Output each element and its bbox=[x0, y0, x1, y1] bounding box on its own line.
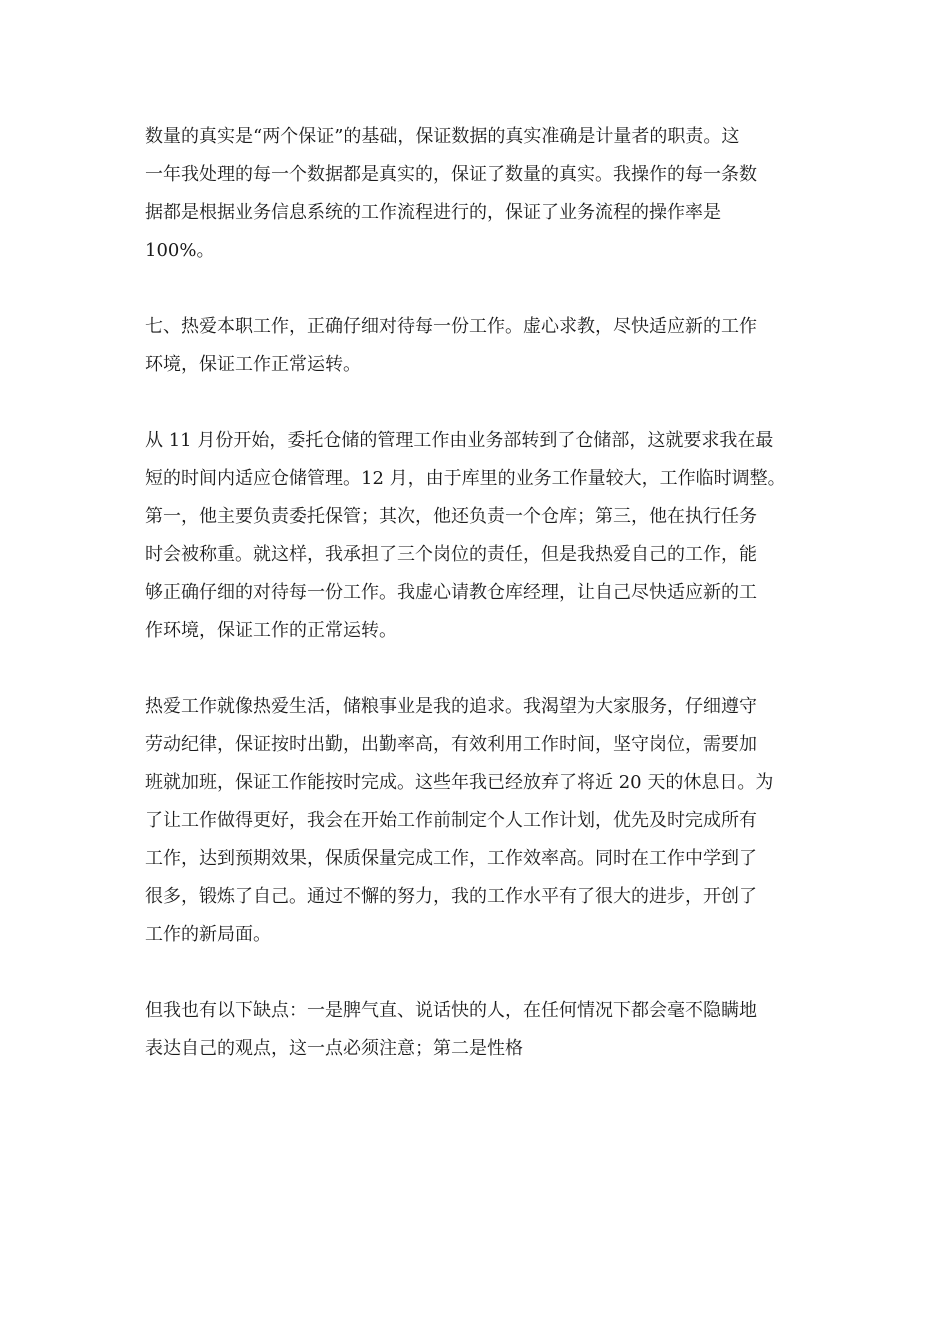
paragraph-spacer bbox=[145, 650, 810, 688]
paragraph-section-seven-heading bbox=[145, 308, 810, 384]
text-line: 短的时间内适应仓储管理。12 月，由于库里的业务工作量较大，工作临时调整。 bbox=[145, 468, 786, 489]
text-line: 够正确仔细的对待每一份工作。我虚心请教仓库经理，让自己尽快适应新的工 bbox=[145, 582, 757, 603]
text-line: 劳动纪律，保证按时出勤，出勤率高，有效利用工作时间，坚守岗位，需要加 bbox=[145, 734, 757, 755]
paragraph-shortcomings bbox=[145, 992, 810, 1068]
text-line: 七、热爱本职工作，正确仔细对待每一份工作。虚心求教，尽快适应新的工作 bbox=[145, 316, 757, 337]
text-line: 工作的新局面。 bbox=[145, 924, 271, 945]
text-line: 作环境，保证工作的正常运转。 bbox=[145, 620, 397, 641]
text-line: 表达自己的观点，这一点必须注意；第二是性格 bbox=[145, 1038, 523, 1059]
text-line: 数量的真实是“两个保证”的基础，保证数据的真实准确是计量者的职责。这 bbox=[145, 126, 740, 147]
paragraph-spacer bbox=[145, 954, 810, 992]
text-line: 一年我处理的每一个数据都是真实的，保证了数量的真实。我操作的每一条数 bbox=[145, 164, 757, 185]
text-line: 了让工作做得更好，我会在开始工作前制定个人工作计划，优先及时完成所有 bbox=[145, 810, 757, 831]
paragraph-data-accuracy bbox=[145, 118, 810, 270]
paragraph-warehouse-management bbox=[145, 422, 810, 650]
paragraph-spacer bbox=[145, 384, 810, 422]
text-line: 时会被称重。就这样，我承担了三个岗位的责任，但是我热爱自己的工作，能 bbox=[145, 544, 757, 565]
paragraph-spacer bbox=[145, 270, 810, 308]
text-line: 但我也有以下缺点：一是脾气直、说话快的人，在任何情况下都会毫不隐瞒地 bbox=[145, 1000, 757, 1021]
paragraph-work-attitude bbox=[145, 688, 810, 954]
text-line: 很多，锻炼了自己。通过不懈的努力，我的工作水平有了很大的进步，开创了 bbox=[145, 886, 757, 907]
document-body bbox=[145, 118, 810, 1068]
text-line: 班就加班，保证工作能按时完成。这些年我已经放弃了将近 20 天的休息日。为 bbox=[145, 772, 774, 793]
text-line: 热爱工作就像热爱生活，储粮事业是我的追求。我渴望为大家服务，仔细遵守 bbox=[145, 696, 757, 717]
text-line: 100%。 bbox=[145, 240, 215, 261]
text-line: 据都是根据业务信息系统的工作流程进行的，保证了业务流程的操作率是 bbox=[145, 202, 721, 223]
text-line: 环境，保证工作正常运转。 bbox=[145, 354, 361, 375]
text-line: 从 11 月份开始，委托仓储的管理工作由业务部转到了仓储部，这就要求我在最 bbox=[145, 430, 774, 451]
text-line: 第一，他主要负责委托保管；其次，他还负责一个仓库；第三，他在执行任务 bbox=[145, 506, 757, 527]
text-line: 工作，达到预期效果，保质保量完成工作，工作效率高。同时在工作中学到了 bbox=[145, 848, 757, 869]
